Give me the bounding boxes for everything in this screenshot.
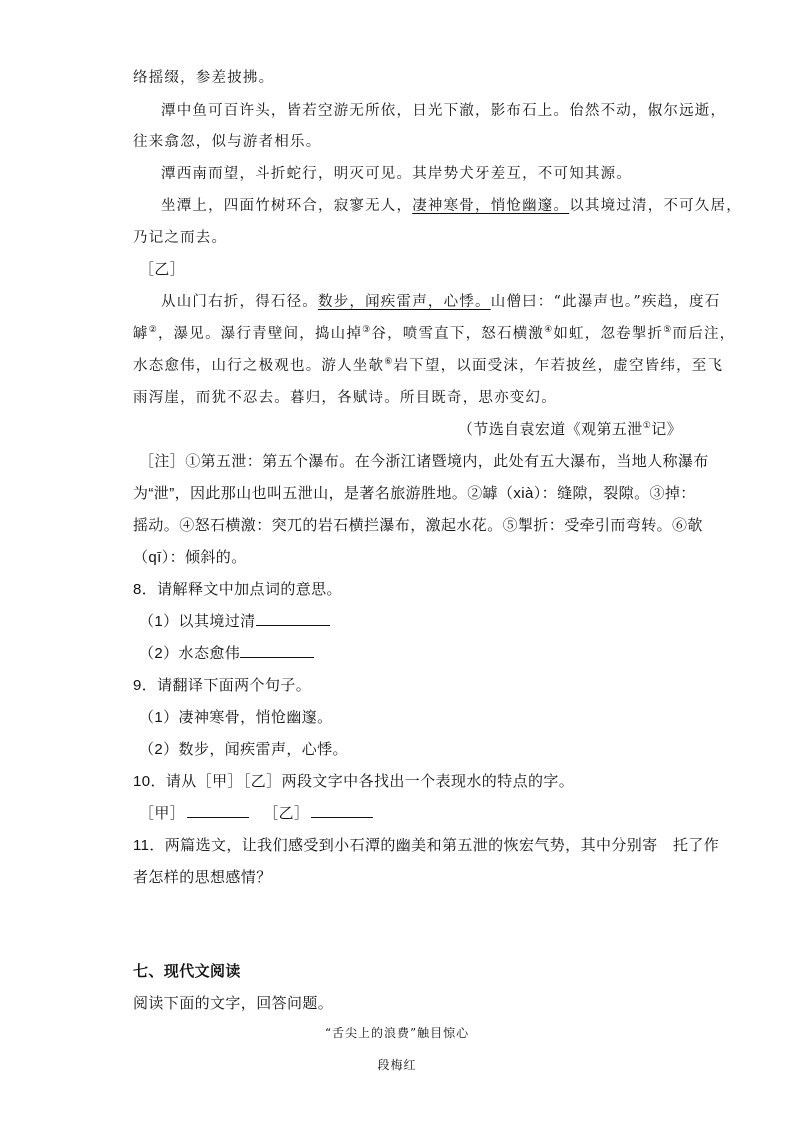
note-line-1: ［注］①第五泄：第五个瀑布。在今浙江诸暨境内，此处有五大瀑布，当地人称瀑布 (139, 453, 709, 470)
article-author: 段梅红 (377, 1058, 417, 1072)
note-marker-5: ⑤ (663, 325, 673, 336)
note-marker-2: ② (148, 325, 158, 336)
yi-l2-e: 而后注， (672, 326, 736, 342)
yi-label: ［乙］ (139, 261, 186, 278)
yi-l2-c: 谷，喷雪直下，怒石横激 (371, 326, 545, 342)
question-11-line-b: 者怎样的思想感情？ (133, 869, 272, 886)
yi-l3-a: 水态愈伟，山行之极观也。游人坐欹 (133, 358, 385, 374)
section-7-title: 七、现代文阅读 (133, 963, 241, 980)
question-9-2: （2）数步，闻疾雷声，心悸。 (139, 741, 348, 758)
note-line-2: 为“泄”，因此那山也叫五泄山，是著名旅游胜地。②罅（xià）：缝隙，裂隙。③掉： (133, 485, 696, 502)
jia-p3-underlined: 凄神寒骨，悄怆幽邃。 (412, 198, 570, 214)
jia-p3-post: 以其境过清，不可久居， (569, 198, 742, 214)
yi-l1-pre: 从山门右折，得石径。 (161, 294, 318, 310)
question-11-line-a: 11．两篇选文，让我们感受到小石潭的幽美和第五泄的恢宏气势，其中分别寄 托了作 (133, 837, 720, 854)
q8-2-text: （2）水态愈伟 (139, 645, 241, 662)
jia-p2: 潭西南而望，斗折蛇行，明灭可见。其岸势犬牙差互，不可知其源。 (161, 166, 632, 182)
question-8: 8．请解释文中加点词的意思。 (133, 581, 342, 598)
question-9-1: （1）凄神寒骨，悄怆幽邃。 (139, 709, 333, 726)
question-10-answers (139, 802, 373, 823)
source-a: （节选自袁宏道《观第五泄 (457, 421, 643, 438)
yi-l2-d: 如虹，忽卷掣折 (553, 326, 664, 342)
article-title: “舌尖上的浪费”触目惊心 (324, 1026, 470, 1040)
yi-line-1 (161, 290, 720, 311)
jia-p1-line-a: 潭中鱼可百许头，皆若空游无所依，日光下澈，影布石上。佁然不动，俶尔远逝， (161, 103, 727, 119)
note-marker-4: ④ (544, 325, 554, 336)
jia-p3-line-a (161, 194, 742, 215)
answer-blank-8-2[interactable] (240, 643, 314, 658)
answer-blank-10-jia[interactable] (187, 803, 249, 818)
answer-blank-10-yi[interactable] (311, 803, 373, 818)
question-8-2 (139, 642, 314, 663)
q10-jia-label: ［甲］ (139, 805, 186, 822)
note-line-4: （qī）：倾斜的。 (133, 549, 247, 566)
source-b: 记》 (651, 421, 682, 438)
question-10: 10．请从［甲］［乙］两段文字中各找出一个表现水的特点的字。 (133, 773, 575, 790)
yi-l3-b: 岩下望，以面受沫，乍若披丝，虚空皆纬，至飞 (393, 358, 724, 374)
question-9: 9．请翻译下面两个句子。 (133, 677, 312, 694)
yi-l2-b: ，瀑见。瀑行青壁间，捣山掉 (157, 326, 363, 342)
note-marker-1: ① (642, 420, 652, 430)
yi-line-4: 雨泻崖，而犹不忍去。暮归，各赋诗。所目既奇，思亦变幻。 (133, 390, 557, 406)
jia-p3-pre: 坐潭上，四面竹树环合，寂寥无人， (161, 198, 413, 214)
source-citation (458, 418, 682, 439)
yi-l2-a: 罅 (133, 326, 149, 342)
note-marker-6: ⑥ (384, 357, 394, 368)
note-marker-3: ③ (362, 325, 372, 336)
jia-p3-line-b: 乃记之而去。 (133, 230, 228, 246)
section-7-instruction: 阅读下面的文字，回答问题。 (133, 995, 334, 1012)
yi-l1-post: 山僧曰：“此瀑声也。”疾趋，度石 (490, 294, 721, 310)
q8-1-text: （1）以其境过清 (139, 613, 256, 630)
question-8-1 (139, 610, 330, 631)
answer-blank-8-1[interactable] (256, 611, 330, 626)
note-line-3: 摇动。④怒石横激：突兀的岩石横拦瀑布，激起水花。⑤掣折：受牵引而弯转。⑥欹 (133, 517, 703, 534)
jia-line-0: 络摇缀，参差披拂。 (133, 70, 275, 86)
jia-p1-line-b: 往来翕忽，似与游者相乐。 (133, 134, 322, 150)
yi-line-2 (133, 322, 735, 343)
yi-l1-underlined: 数步，闻疾雷声，心悸。 (318, 294, 491, 310)
q10-yi-label: ［乙］ (263, 805, 310, 822)
yi-line-3 (133, 354, 723, 375)
